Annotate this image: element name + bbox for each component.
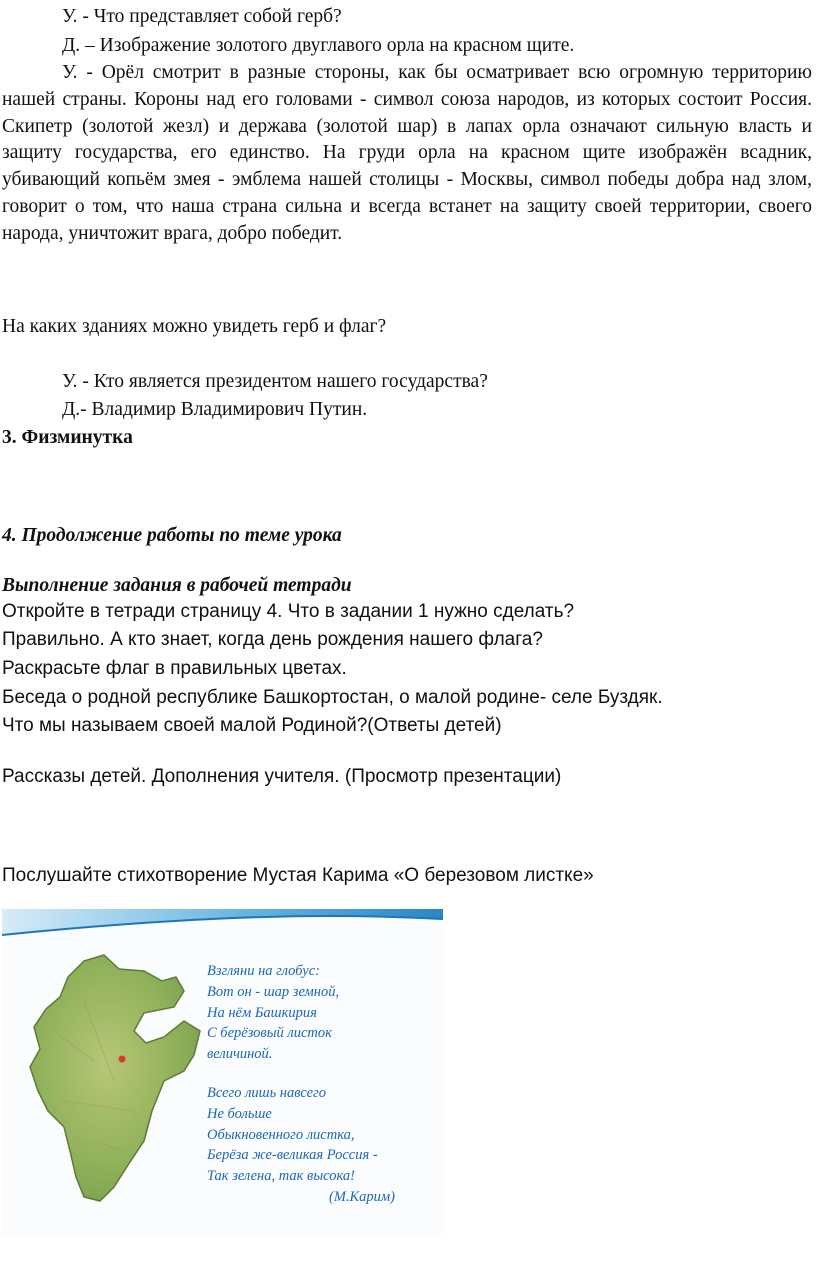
poem-author: (М.Карим) [329,1188,395,1205]
question-coat-of-arms: У. - Что представляет собой герб? [62,6,342,27]
poem-line: Вот он - шар земной, [207,983,340,1000]
presentation-slide [2,909,443,1236]
teacher-explanation: У. - Орёл смотрит в разные стороны, как бы осматривает всю огромную территорию нашей страны. Короны над его головами - символ союза народов, из которых состоит Россия. Скипетр (золотой жезл) и держава (золотой шар) в лапах орла означают сильную власть и защиту государства, его единство. На груди орла на красном щите изображён всадник, убивающий копьём змея - эмблема нашей столицы - Москвы, символ победы добра над злом, говорит о том, что наша страна сильна и всегда встанет на защиту своей территории, своего народа, уничтожит врага, добро победит. [2,62,812,244]
poem-line: Так зелена, так высока! [207,1168,355,1185]
poem-line: величиной. [207,1046,273,1063]
bashkiria-map-image [24,951,209,1211]
poem-line: На нём Башкирия [207,1004,317,1021]
poem-line: Всего лишь навсего [207,1084,326,1101]
poem-line: Берёза же-великая Россия - [207,1147,378,1164]
answer-president: Д.- Владимир Владимирович Путин. [62,399,368,420]
poem-line: Обыкновенного листка, [207,1126,355,1143]
poem-line: Взгляни на глобус: [207,963,321,979]
stanza-gap [207,1065,395,1083]
answer-coat-of-arms: Д. – Изображение золотого двуглавого орла на красном щите. [62,35,575,56]
workbook-line: Правильно. А кто знает, когда день рождения нашего флага? [2,629,543,650]
poem-line: Не больше [207,1105,272,1122]
workbook-line: Откройте в тетради страницу 4. Что в задании 1 нужно сделать? [2,601,575,622]
listen-poem-line: Послушайте стихотворение Мустая Карима «О березовом листке» [2,865,594,886]
slide-header-wave [2,909,443,941]
section-4-heading: 4. Продолжение работы по теме урока [2,525,342,546]
workbook-line: Раскрасьте флаг в правильных цветах. [2,658,347,679]
village-marker-dot [119,1056,126,1063]
poem-text [207,961,395,1208]
poem-line: С берёзовый листок [207,1025,332,1042]
stories-line: Рассказы детей. Дополнения учителя. (Просмотр презентации) [2,766,562,787]
workbook-subheading: Выполнение задания в рабочей тетради [2,575,352,596]
question-buildings: На каких зданиях можно увидеть герб и флаг? [2,316,387,337]
workbook-line: Что мы называем своей малой Родиной?(Ответы детей) [2,715,502,736]
section-3-heading: 3. Физминутка [2,427,133,448]
workbook-line: Беседа о родной республике Башкортостан, о малой родине- селе Буздяк. [2,687,663,708]
question-president: У. - Кто является президентом нашего государства? [62,371,488,392]
